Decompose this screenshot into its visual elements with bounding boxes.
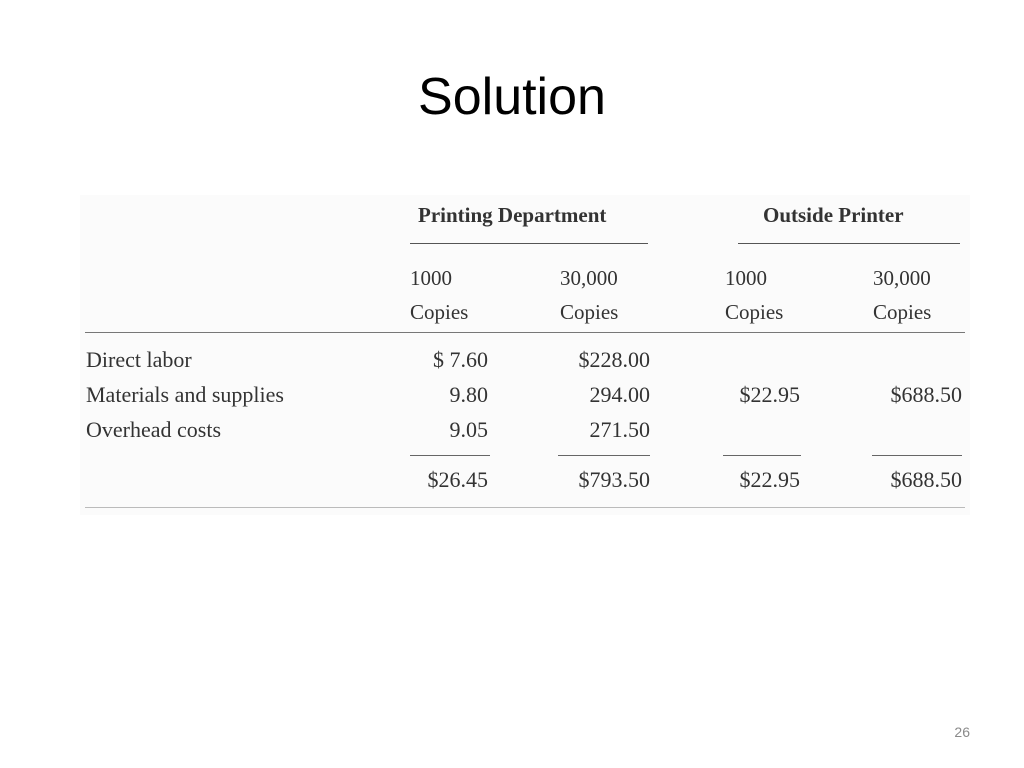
- group-header-outside-printer: Outside Printer: [763, 203, 904, 227]
- total-outside-1000: $22.95: [739, 467, 800, 492]
- row-label-direct-labor: Direct labor: [86, 347, 192, 372]
- cell-overhead-printing-1000: 9.05: [449, 417, 488, 442]
- total-outside-30000: $688.50: [890, 467, 962, 492]
- subtotal-rule: [558, 455, 650, 456]
- column-header-line2: Copies: [410, 300, 469, 324]
- header-divider: [85, 332, 965, 333]
- row-label-materials-and-supplies: Materials and supplies: [86, 382, 284, 407]
- cell-direct-labor-printing-1000: $ 7.60: [433, 347, 488, 372]
- row-label-overhead-costs: Overhead costs: [86, 417, 222, 442]
- group-rule-outside-printer: [738, 243, 960, 244]
- cell-materials-outside-30000: $688.50: [890, 382, 962, 407]
- group-rule-printing-department: [410, 243, 648, 244]
- cell-direct-labor-printing-30000: $228.00: [578, 347, 650, 372]
- column-header-printing-1000: [410, 261, 468, 329]
- table-bottom-rule: [85, 507, 965, 508]
- column-header-line2: Copies: [560, 300, 619, 324]
- page-number: 26: [954, 724, 970, 740]
- column-header-printing-30000: [560, 261, 618, 329]
- column-header-line2: Copies: [873, 300, 932, 324]
- cell-materials-printing-30000: 294.00: [589, 382, 650, 407]
- cell-materials-printing-1000: 9.80: [449, 382, 488, 407]
- column-header-line2: Copies: [725, 300, 784, 324]
- slide-title: Solution: [418, 68, 606, 126]
- total-printing-30000: $793.50: [578, 467, 650, 492]
- total-printing-1000: $26.45: [427, 467, 488, 492]
- column-header-line1: 1000: [410, 266, 452, 290]
- column-header-outside-30000: [873, 261, 931, 329]
- subtotal-rule: [723, 455, 801, 456]
- column-header-line1: 1000: [725, 266, 767, 290]
- subtotal-rule: [872, 455, 962, 456]
- column-header-outside-1000: [725, 261, 783, 329]
- cell-overhead-printing-30000: 271.50: [589, 417, 650, 442]
- cost-comparison-table: [80, 195, 970, 515]
- cell-materials-outside-1000: $22.95: [739, 382, 800, 407]
- group-header-printing-department: Printing Department: [418, 203, 607, 227]
- column-header-line1: 30,000: [560, 266, 618, 290]
- column-header-line1: 30,000: [873, 266, 931, 290]
- subtotal-rule: [410, 455, 490, 456]
